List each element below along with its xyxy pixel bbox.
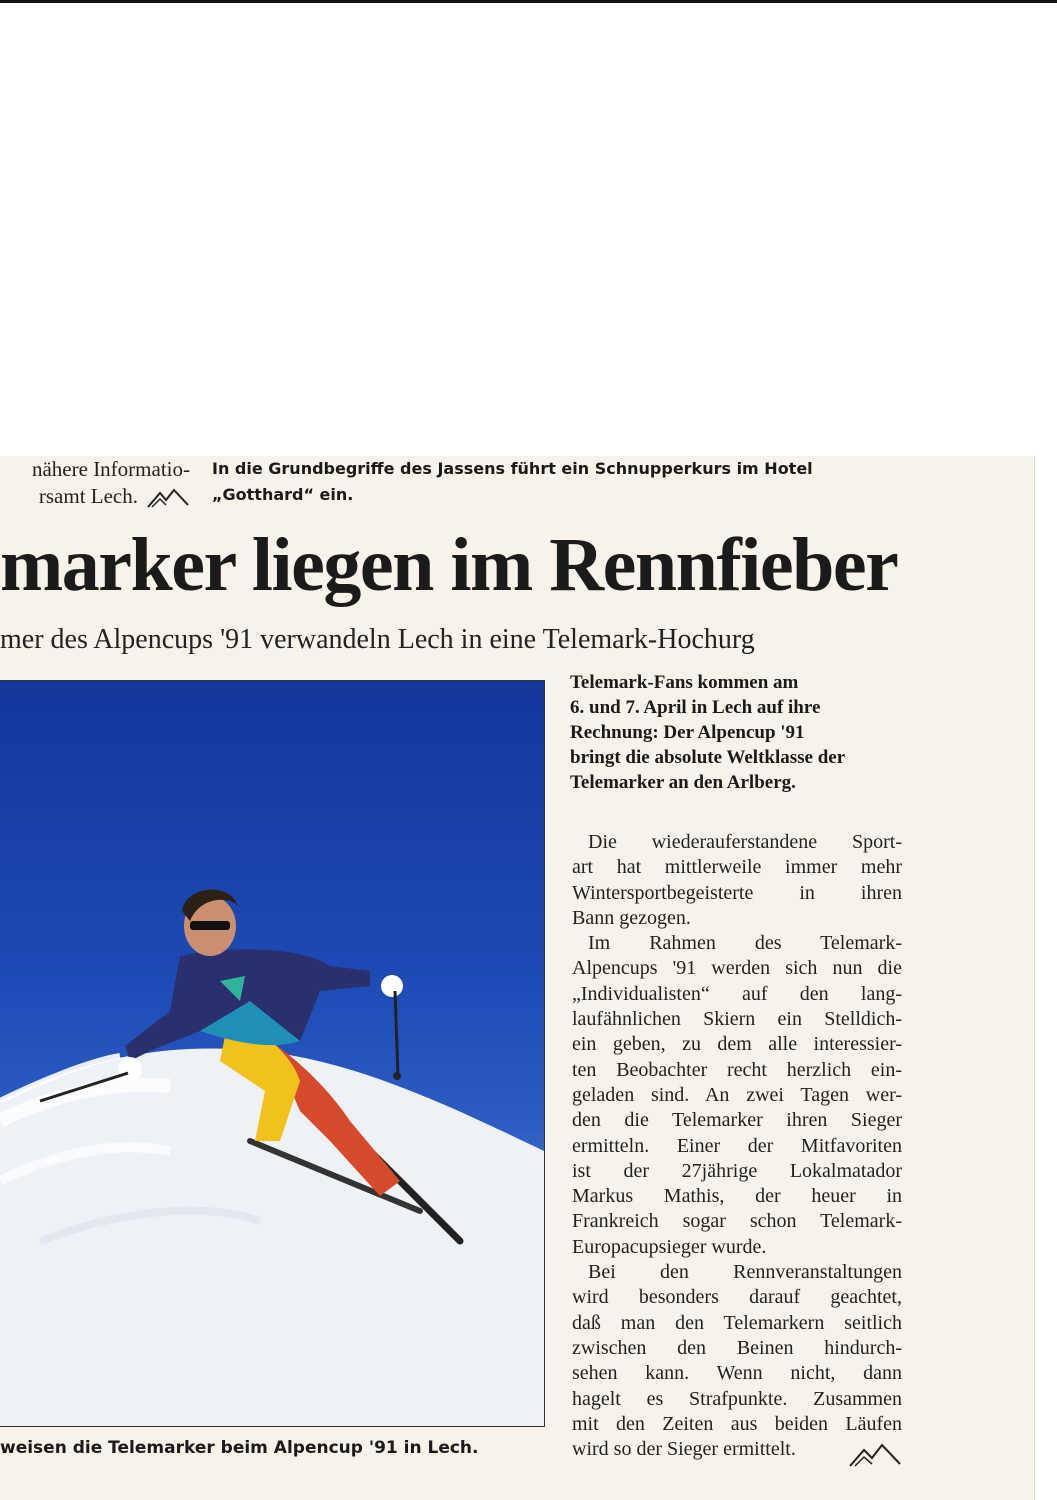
caption-line: In die Grundbegriffe des Jassens führt ein Schnupperkurs im Hotel xyxy=(212,459,813,478)
lead-line: Rechnung: Der Alpencup '91 xyxy=(570,722,805,743)
lead-line: bringt die absolute Weltklasse der xyxy=(570,747,846,768)
body-line: Alpencups '91 werden sich nun die xyxy=(572,957,902,980)
article-body xyxy=(572,830,902,1462)
body-line: Bann gezogen. xyxy=(572,906,691,929)
body-line: zwischen den Beinen hindurch- xyxy=(572,1336,902,1359)
body-line: „Individualisten“ auf den lang- xyxy=(572,982,902,1005)
lead-line: 6. und 7. April in Lech auf ihre xyxy=(570,697,821,718)
body-line: ermitteln. Einer der Mitfavoriten xyxy=(572,1134,902,1157)
mountain-logo-icon xyxy=(146,487,190,509)
photo-caption-top xyxy=(212,456,912,508)
body-line: Bei den Rennveranstaltungen xyxy=(588,1261,902,1284)
body-line: ten Beobachter recht herzlich ein- xyxy=(572,1058,902,1081)
body-line: Markus Mathis, der heuer in xyxy=(572,1185,902,1208)
body-line: hagelt es Strafpunkte. Zusammen xyxy=(572,1387,902,1410)
body-line: wird besonders darauf geachtet, xyxy=(572,1286,902,1309)
body-line: sehen kann. Wenn nicht, dann xyxy=(572,1362,902,1385)
body-line: mit den Zeiten aus beiden Läufen xyxy=(572,1412,902,1435)
body-line: Frankreich sogar schon Telemark- xyxy=(572,1210,902,1233)
lead-line: Telemark-Fans kommen am xyxy=(570,672,799,693)
photo-caption-bottom: weisen die Telemarker beim Alpencup '91 in Lech. xyxy=(0,1438,479,1458)
body-line: art hat mittlerweile immer mehr xyxy=(572,856,902,879)
body-line: Europacupsieger wurde. xyxy=(572,1235,767,1258)
previous-article-line: rsamt Lech. xyxy=(38,484,138,508)
body-line: ist der 27jährige Lokalmatador xyxy=(572,1159,902,1182)
body-line: geladen sind. An zwei Tagen wer- xyxy=(572,1083,902,1106)
body-line: wird so der Sieger ermittelt. xyxy=(572,1438,796,1461)
body-line: ein geben, zu dem alle interessier- xyxy=(572,1033,902,1056)
article-lead xyxy=(570,670,910,795)
mountain-logo-icon xyxy=(848,1442,902,1468)
previous-article-line-with-icon xyxy=(0,483,190,510)
body-line: Die wiederauferstandene Sport- xyxy=(588,831,902,853)
body-line: Wintersportbegeisterte in ihren xyxy=(572,881,902,904)
body-line: Im Rahmen des Telemark- xyxy=(588,932,902,955)
article-subheadline: mer des Alpencups '91 verwandeln Lech in eine Telemark-Hochurg xyxy=(0,624,755,655)
newspaper-clipping xyxy=(0,456,1034,1500)
body-line: laufähnlichen Skiern ein Stelldich- xyxy=(572,1008,902,1031)
previous-article-fragment xyxy=(0,456,190,510)
lead-line: Telemarker an den Arlberg. xyxy=(570,772,796,793)
scan-top-edge xyxy=(0,0,1057,3)
caption-line: „Gotthard“ ein. xyxy=(212,485,354,504)
telemark-skier-illustration xyxy=(0,681,544,1426)
body-line: den die Telemarker ihren Sieger xyxy=(572,1109,902,1132)
clipping-right-edge xyxy=(1034,456,1035,1500)
skier-photo xyxy=(0,680,545,1427)
body-line: daß man den Telemarkern seitlich xyxy=(572,1311,902,1334)
previous-article-line: nähere Informatio- xyxy=(31,457,190,481)
article-headline: marker liegen im Rennfieber xyxy=(0,523,898,607)
